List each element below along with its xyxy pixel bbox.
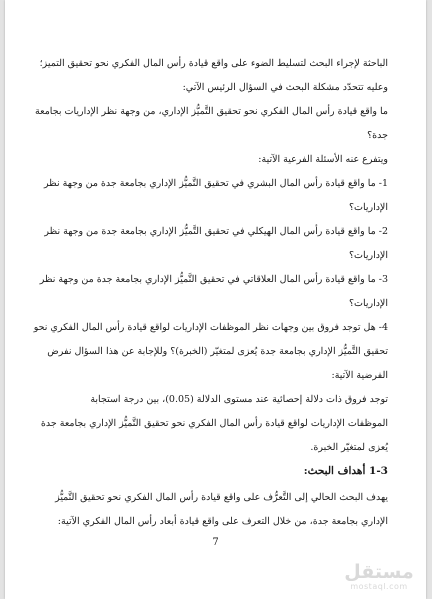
text-line-2: وعليه تتحدّد مشكلة البحث في السؤال الرئيس الآتي: <box>182 82 388 93</box>
watermark-latin: mostaql.com <box>350 582 408 591</box>
page-number: 7 <box>212 537 219 548</box>
question-2-line-1: 2- ما واقع قيادة رأس المال الهيكلي في تحقيق التَّميُّز الإداري بجامعة جدة من وجهة نظر <box>44 226 388 237</box>
text-line-1: الباحثة لإجراء البحث لتسليط الضوء على واقع قيادة رأس المال الفكري نحو تحقيق التميز؛ <box>39 58 388 69</box>
text-line-3: ما واقع قيادة رأس المال الفكري نحو تحقيق التَّميُّز الإداري، من وجهة نظر الإداريات بجامعة <box>35 106 388 117</box>
hypothesis-line-2: الموظفات الإداريات لواقع قيادة رأس المال الفكري نحو تحقيق التَّميُّز الإداري بجامعة جدة <box>40 418 388 429</box>
section-heading: 1-3 أهداف البحث: <box>303 465 388 477</box>
question-3-line-2: الإداريات؟ <box>348 298 388 309</box>
question-4-line-2: تحقيق التَّميُّز الإداري بجامعة جدة يُعزى لمتغيّر (الخبرة)؟ وللإجابة عن هذا السؤال نفرض <box>47 346 388 357</box>
document-page <box>5 0 426 599</box>
watermark-arabic: مستقل <box>344 561 414 583</box>
question-2-line-2: الإداريات؟ <box>348 250 388 261</box>
question-3-line-1: 3- ما واقع قيادة رأس المال العلاقاتي في تحقيق التَّميُّز الإداري بجامعة جدة من وجهة نظر <box>39 274 388 285</box>
question-4-line-3: الفرضية الآتية: <box>331 370 388 381</box>
question-4-line-1: 4- هل توجد فروق بين وجهات نظر الموظفات الإداريات لواقع قيادة رأس المال الفكري نحو <box>33 322 388 333</box>
objectives-line-2: الإداري بجامعة جدة، من خلال التعرف على واقع قيادة أبعاد رأس المال الفكري الآتية: <box>57 516 388 527</box>
mostaql-watermark-logo <box>334 562 424 591</box>
question-1-line-2: الإداريات؟ <box>348 202 388 213</box>
hypothesis-line-1: توجد فروق ذات دلالة إحصائية عند مستوى الدلالة (0.05)، بين درجة استجابة <box>90 394 388 405</box>
text-line-5: ويتفرع عنه الأسئلة الفرعية الآتية: <box>258 154 388 165</box>
text-line-4: جدة؟ <box>367 130 388 141</box>
question-1-line-1: 1- ما واقع قيادة رأس المال البشري في تحقيق التَّميُّز الإداري بجامعة جدة من وجهة نظر <box>43 178 388 189</box>
hypothesis-line-3: يُعزى لمتغيّر الخبرة. <box>310 442 388 453</box>
objectives-line-1: يهدف البحث الحالي إلى التَّعرُّف على واقع قيادة رأس المال الفكري نحو تحقيق التَّميُّز <box>55 492 388 503</box>
